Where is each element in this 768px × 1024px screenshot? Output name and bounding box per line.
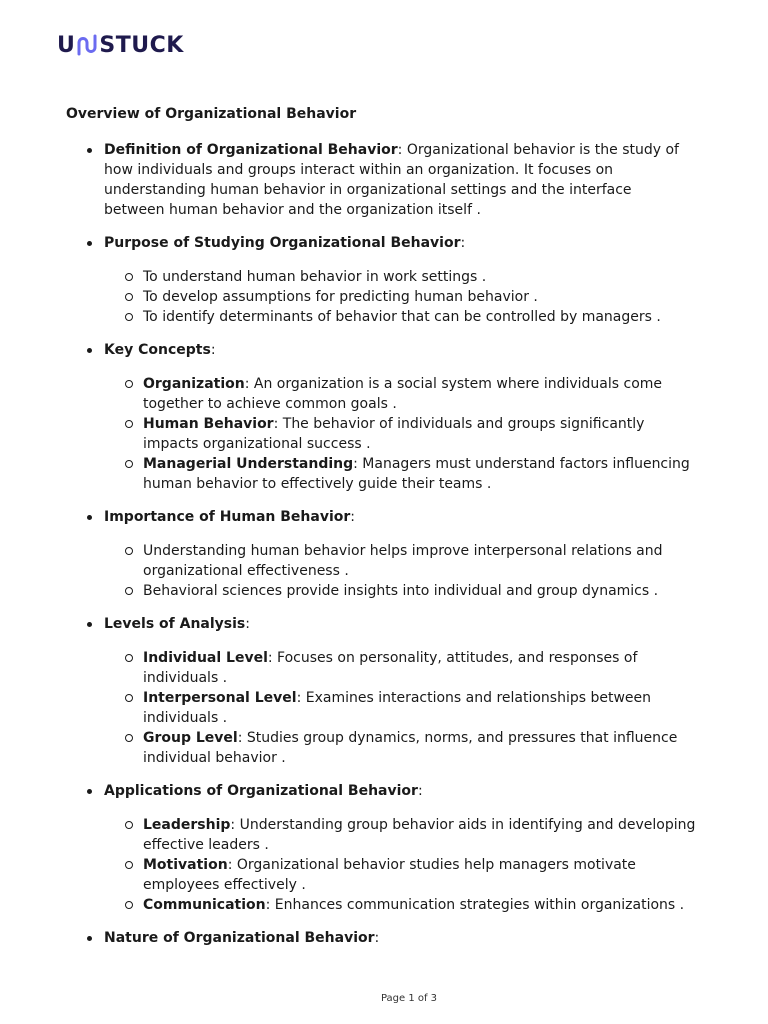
sub-item-term: Motivation [143, 857, 228, 873]
sub-item [0, 815, 768, 855]
sub-item [0, 895, 768, 915]
sub-item [0, 267, 768, 287]
sub-item-body: To develop assumptions for predicting human behavior . [143, 289, 538, 305]
bullet-circle-icon [125, 901, 133, 909]
sub-item-body: Understanding human behavior helps improve interpersonal relations and organizational effectiveness . [143, 543, 663, 579]
sub-item-text [143, 581, 703, 601]
section-paragraph [104, 507, 694, 527]
section-text: : [417, 783, 423, 799]
bullet-circle-icon [125, 694, 133, 702]
bullet-circle-icon [125, 861, 133, 869]
sub-item-body: : The behavior of individuals and groups significantly impacts organizational success . [143, 416, 645, 452]
sub-list [0, 648, 768, 768]
page-number: Page 1 of 3 [380, 993, 438, 1004]
sub-list [0, 815, 768, 915]
sub-item-text [143, 541, 703, 581]
section-text: : [210, 342, 216, 358]
sub-item-term: Group Level [143, 730, 238, 746]
sub-item [0, 287, 768, 307]
sub-item-body: : An organization is a social system where individuals come together to achieve common goals . [143, 376, 663, 412]
section-paragraph [104, 340, 694, 360]
bullet-circle-icon [125, 734, 133, 742]
section-term: Importance of Human Behavior [104, 509, 351, 525]
logo-letters-right: STUCK [99, 32, 184, 58]
sub-item-body: : Managers must understand factors influencing human behavior to effectively guide their teams . [143, 456, 690, 492]
bullet-dot-icon [87, 348, 92, 353]
sub-item-term: Organization [143, 376, 245, 392]
sub-item-body: : Examines interactions and relationships between individuals . [143, 690, 652, 726]
logo-letter-left: U [57, 32, 76, 58]
bullet-circle-icon [125, 460, 133, 468]
bullet-dot-icon [87, 241, 92, 246]
bullet-circle-icon [125, 273, 133, 281]
section-term: Nature of Organizational Behavior [104, 930, 375, 946]
sub-item-body: : Enhances communication strategies within organizations . [265, 897, 685, 913]
document-title: Overview of Organizational Behavior [66, 106, 357, 122]
sub-item-text [143, 648, 703, 688]
section-text: : [245, 616, 250, 632]
bullet-dot-icon [87, 936, 92, 941]
section-term: Definition of Organizational Behavior [104, 142, 398, 158]
sub-item-body: : Studies group dynamics, norms, and pressures that influence individual behavior . [143, 730, 678, 766]
sub-item [0, 688, 768, 728]
bullet-circle-icon [125, 654, 133, 662]
bullet-dot-icon [87, 148, 92, 153]
section-text: : Organizational behavior is the study of how individuals and groups interact within an organization. It focuses on understanding human behavior in organizational settings and the interface between human behavior and the organization itself . [104, 142, 679, 218]
sub-item [0, 454, 768, 494]
sub-item-body: : Organizational behavior studies help managers motivate employees effectively . [143, 857, 636, 893]
bullet-dot-icon [87, 515, 92, 520]
sub-item-text [143, 454, 703, 494]
sub-item-text [143, 374, 703, 414]
bullet-dot-icon [87, 789, 92, 794]
sub-list [0, 374, 768, 494]
bullet-dot-icon [87, 622, 92, 627]
bullet-circle-icon [125, 293, 133, 301]
sub-item-text [143, 307, 703, 327]
sub-item-body: : Focuses on personality, attitudes, and responses of individuals . [143, 650, 638, 686]
sub-item [0, 541, 768, 581]
section-term: Levels of Analysis [104, 616, 246, 632]
sub-item-body: To understand human behavior in work settings . [143, 269, 487, 285]
sub-item-body: : Understanding group behavior aids in identifying and developing effective leaders . [143, 817, 696, 853]
section-term: Purpose of Studying Organizational Behavior [104, 235, 461, 251]
bullet-circle-icon [125, 420, 133, 428]
sub-list [0, 541, 768, 601]
unstuck-logo [57, 32, 184, 58]
section-paragraph [104, 781, 694, 801]
section-text: : [350, 509, 356, 525]
sub-item [0, 414, 768, 454]
sub-item [0, 581, 768, 601]
sub-item-body: Behavioral sciences provide insights into individual and group dynamics . [143, 583, 659, 599]
section-paragraph [104, 140, 694, 220]
section-term: Key Concepts [104, 342, 211, 358]
sub-item [0, 648, 768, 688]
sub-item-term: Leadership [143, 817, 231, 833]
bullet-circle-icon [125, 313, 133, 321]
section-item [0, 781, 768, 915]
bullet-circle-icon [125, 587, 133, 595]
sub-item-text [143, 728, 703, 768]
document-body [0, 140, 768, 961]
sub-list [0, 267, 768, 327]
section-item [0, 340, 768, 494]
bullet-circle-icon [125, 380, 133, 388]
section-paragraph [104, 233, 694, 253]
section-item [0, 233, 768, 327]
section-text: : [374, 930, 380, 946]
section-list [0, 140, 768, 948]
sub-item-term: Interpersonal Level [143, 690, 297, 706]
bullet-circle-icon [125, 821, 133, 829]
bullet-circle-icon [125, 547, 133, 555]
sub-item [0, 307, 768, 327]
sub-item-body: To identify determinants of behavior that can be controlled by managers . [143, 309, 661, 325]
section-paragraph [104, 928, 694, 948]
sub-item-term: Communication [143, 897, 266, 913]
section-term: Applications of Organizational Behavior [104, 783, 418, 799]
section-item [0, 140, 768, 220]
sub-item-term: Individual Level [143, 650, 268, 666]
sub-item [0, 728, 768, 768]
sub-item-term: Managerial Understanding [143, 456, 354, 472]
section-item [0, 507, 768, 601]
section-text: : [460, 235, 466, 251]
sub-item-text [143, 855, 703, 895]
section-paragraph [104, 614, 694, 634]
sub-item-text [143, 815, 703, 855]
sub-item-text [143, 287, 703, 307]
section-item [0, 928, 768, 948]
sub-item [0, 374, 768, 414]
sub-item [0, 855, 768, 895]
sub-item-text [143, 267, 703, 287]
sub-item-text [143, 414, 703, 454]
section-item [0, 614, 768, 768]
sub-item-text [143, 688, 703, 728]
sub-item-term: Human Behavior [143, 416, 274, 432]
logo-n-mark-icon [76, 34, 98, 56]
sub-item-text [143, 895, 703, 915]
